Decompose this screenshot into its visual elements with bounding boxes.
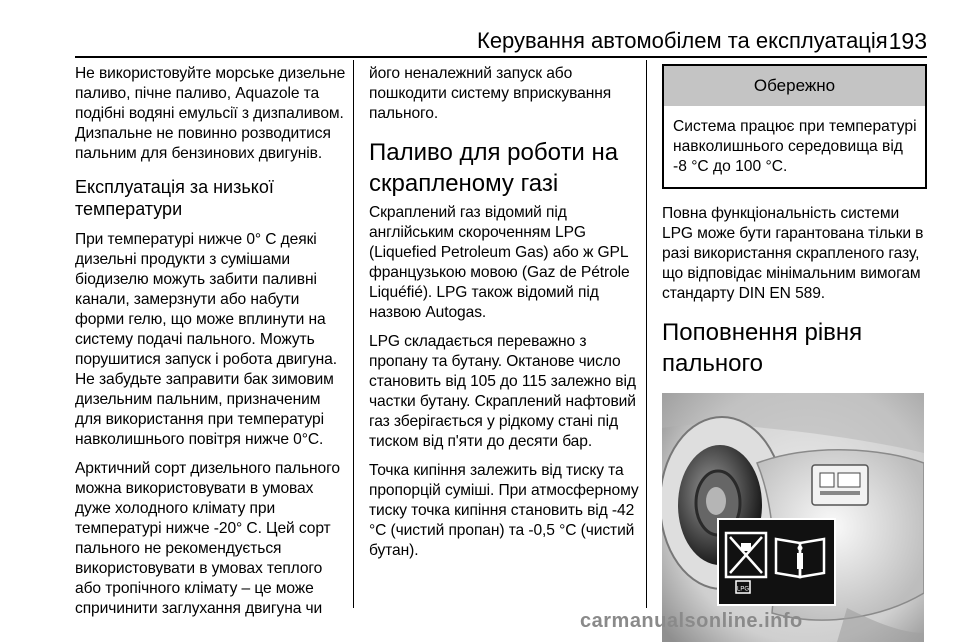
column-2 (369, 64, 639, 570)
caution-box (662, 64, 927, 189)
paragraph-marine-fuel: Не використовуйте морське дизельне паливо, пічне паливо, Aquazole та подібні водяні емульсії з дизпаливом. Дизпальне не повинно розводитися пальним для бензинових двигунів. (75, 65, 346, 162)
column-3 (662, 64, 927, 642)
column-divider-1 (353, 60, 354, 608)
caution-text: Система працює при температурі навколишнього середовища від -8 °C до 100 °C. (673, 118, 917, 175)
column-1 (75, 64, 347, 628)
page-header (75, 28, 927, 58)
paragraph-arctic-diesel: Арктичний сорт дизельного пального можна використовувати в умовах дуже холодного клімату при температурі нижче -20° C. Цей сорт пального не рекомендується використовувати в умовах теплого або тропічного клімату – це може спричинити заглухання двигуна чи (75, 460, 340, 617)
watermark: carmanualsonline.info (580, 610, 803, 632)
page-number: 193 (888, 28, 927, 54)
paragraph-lpg-intro: Скраплений газ відомий під англійським скороченням LPG (Liquefied Petroleum Gas) або ж GPL французькою мовою (Gaz de Pétrole Liquéfié). LPG також відомий під назвою Autogas. (369, 204, 630, 321)
header-rule (75, 56, 927, 58)
heading-low-temperature: Експлуатація за низької температури (75, 177, 274, 219)
paragraph-lpg-composition: LPG складається переважно з пропану та бутану. Октанове число становить від 105 до 115 залежно від частки бутану. Скраплений нафтовий газ зберігається у рідкому стані під тиском від п'яти до десяти бар. (369, 333, 636, 450)
paragraph-low-temp-biodiesel: При температурі нижче 0° C деякі дизельні продукти з сумішами біодизелю можуть забити паливні канали, замерзнути або набути форми гелю, що може вплинути на систему подачі пального. Можуть порушитися запуск і робота двигуна. Не забудьте заправити бак зимовим дизельним пальним, призначеним для використання при температурі навколишнього повітря нижче 0°C. (75, 231, 337, 448)
caution-title: Обережно (664, 66, 925, 106)
header-title: Керування автомобілем та експлуатація (477, 28, 888, 53)
fuel-filler-photo (662, 393, 924, 642)
paragraph-din-standard: Повна функціональність системи LPG може бути гарантована тільки в разі використання скрапленого газу, що відповідає мінімальним вимогам стандарту DIN EN 589. (662, 205, 924, 302)
column-divider-2 (646, 60, 647, 608)
heading-lpg-fuel: Паливо для роботи на скрапленому газі (369, 139, 619, 197)
heading-refueling: Поповнення рівня пального (662, 319, 863, 377)
paragraph-continuation: його неналежний запуск або пошкодити систему вприскування пального. (369, 65, 612, 122)
photo-lpg-label: LPG (736, 586, 750, 593)
paragraph-boiling-point: Точка кипіння залежить від тиску та пропорцій суміші. При атмосферному тиску точка кипіння становить від -42 °C (чистий пропан) та -0,5 °C (чистий бутан). (369, 462, 639, 559)
